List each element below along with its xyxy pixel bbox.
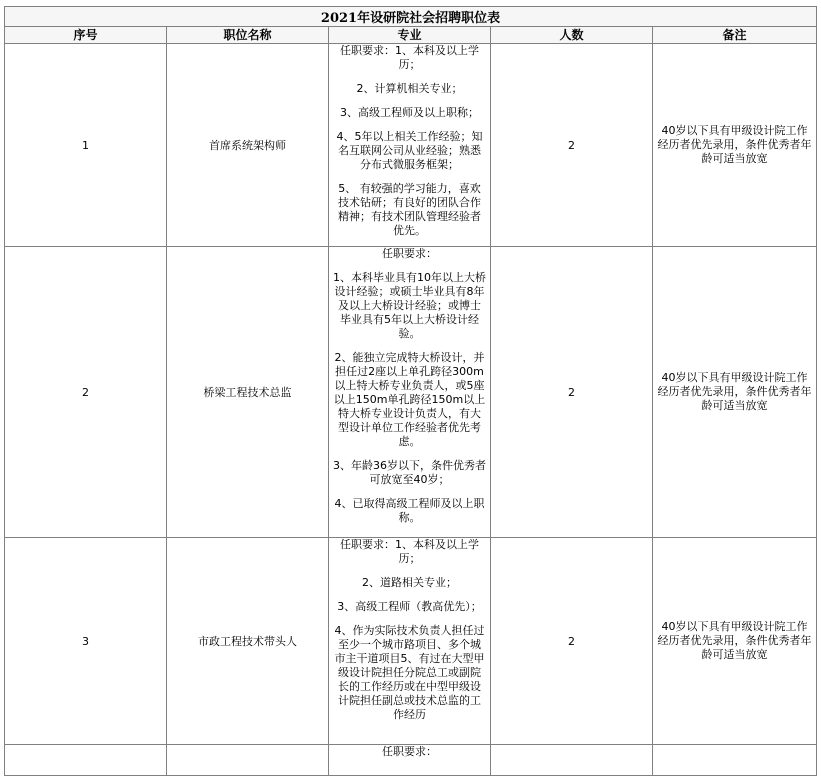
- header-count: 人数: [491, 27, 653, 44]
- table-row: [5, 538, 817, 745]
- row-num: 1: [5, 44, 167, 247]
- requirement-item: 2、道路相关专业；: [362, 576, 457, 589]
- headcount: 2: [491, 44, 653, 247]
- row-num: [5, 745, 167, 776]
- requirement-item: 4、已取得高级工程师及以上职称。: [334, 497, 485, 524]
- position-name: 桥梁工程技术总监: [167, 247, 329, 538]
- requirement-item: 任职要求：1、本科及以上学历；: [340, 44, 479, 71]
- table-row: [5, 44, 817, 247]
- requirements-cell: [329, 247, 491, 538]
- requirements-cell: [329, 538, 491, 745]
- requirement-item: 1、本科毕业具有10年以上大桥设计经验；或硕士毕业具有8年及以上大桥设计经验；或博士毕业具有5年以上大桥设计经验。: [333, 271, 486, 340]
- position-name: 首席系统架构师: [167, 44, 329, 247]
- header-num: 序号: [5, 27, 167, 44]
- requirement-item: 任职要求：: [382, 247, 437, 260]
- requirement-item: 4、作为实际技术负责人担任过至少一个城市路项目、多个城市主干道项目5、有过在大型甲级设计院担任分院总工或副院长的工作经历或在中型甲级设计院担任副总或技术总监的工作经历: [334, 624, 485, 721]
- headcount: [491, 745, 653, 776]
- requirement-item: 5、 有较强的学习能力，喜欢技术钻研；有良好的团队合作精神；有技术团队管理经验者优先。: [338, 182, 481, 237]
- recruitment-table: [4, 6, 817, 776]
- requirement-item: 任职要求：1、本科及以上学历；: [340, 538, 479, 565]
- header-note: 备注: [653, 27, 817, 44]
- requirement-item: 4、5年以上相关工作经验；知名互联网公司从业经验；熟悉分布式微服务框架；: [336, 130, 483, 171]
- remark: 40岁以下具有甲级设计院工作经历者优先录用，条件优秀者年龄可适当放宽: [653, 247, 817, 538]
- header-row: [5, 27, 817, 44]
- position-name: [167, 745, 329, 776]
- requirements-cell: [329, 745, 491, 776]
- remark: 40岁以下具有甲级设计院工作经历者优先录用，条件优秀者年龄可适当放宽: [653, 44, 817, 247]
- headcount: 2: [491, 247, 653, 538]
- row-num: 2: [5, 247, 167, 538]
- table-row: [5, 745, 817, 776]
- requirement-item: 任职要求：: [382, 745, 437, 758]
- remark: 40岁以下具有甲级设计院工作经历者优先录用，条件优秀者年龄可适当放宽: [653, 538, 817, 745]
- table-title: 2021年设研院社会招聘职位表: [5, 7, 817, 27]
- headcount: 2: [491, 538, 653, 745]
- requirement-item: 3、年龄36岁以下，条件优秀者可放宽至40岁；: [333, 459, 486, 486]
- table-row: [5, 247, 817, 538]
- header-major: 专业: [329, 27, 491, 44]
- requirements-cell: [329, 44, 491, 247]
- requirement-item: 2、计算机相关专业；: [356, 82, 463, 95]
- position-name: 市政工程技术带头人: [167, 538, 329, 745]
- requirement-item: 2、能独立完成特大桥设计，并担任过2座以上单孔跨径300m以上特大桥专业负责人，或5座以上150m单孔跨径150m以上特大桥专业设计负责人，有大型设计单位工作经验者优先考虑。: [333, 351, 486, 448]
- header-position: 职位名称: [167, 27, 329, 44]
- row-num: 3: [5, 538, 167, 745]
- remark: [653, 745, 817, 776]
- requirement-item: 3、高级工程师及以上职称；: [340, 106, 479, 119]
- requirement-item: 3、高级工程师（教高优先）；: [337, 600, 482, 613]
